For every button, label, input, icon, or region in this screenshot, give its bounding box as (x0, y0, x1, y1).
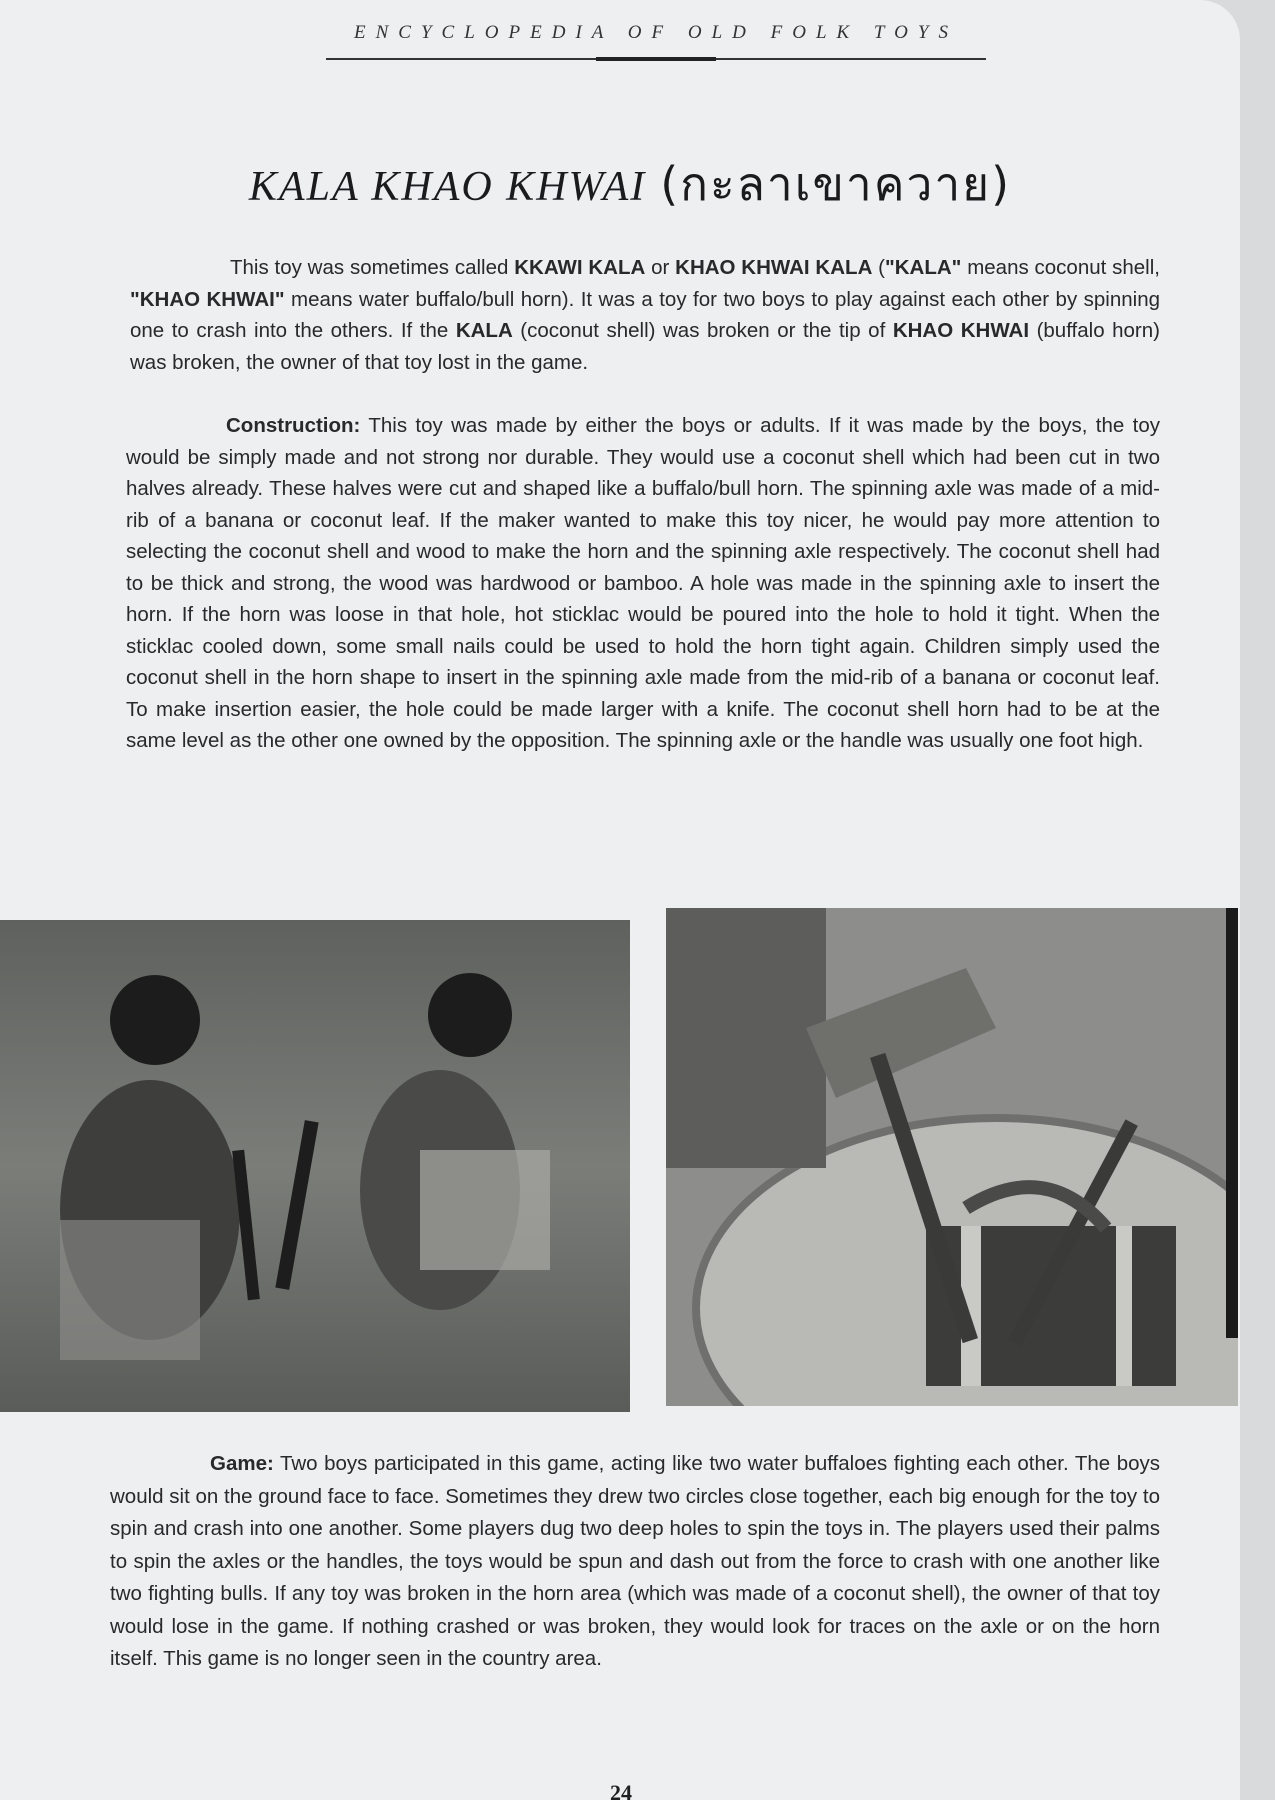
intro-term: KHAO KHWAI KALA (675, 256, 873, 279)
game-label: Game: (210, 1452, 274, 1475)
intro-text: This toy was sometimes called (230, 256, 515, 279)
page-number: 24 (610, 1780, 632, 1800)
intro-term: "KALA" (885, 256, 962, 279)
header-rule (326, 58, 986, 60)
photo-boys-playing-image (0, 920, 630, 1412)
photo-boys-playing (0, 920, 630, 1412)
intro-text: ( (872, 256, 886, 279)
intro-term: KHAO KHWAI (892, 319, 1030, 342)
intro-text: means water buffalo/bull horn). It was a toy for two boys to play against each other by spinning one to crash into the others. If the (130, 287, 1160, 342)
photo-hands-spinning-toys (666, 908, 1238, 1406)
game-paragraph (110, 1448, 1160, 1676)
header-rule-accent (596, 57, 716, 61)
intro-paragraph (130, 252, 1160, 378)
intro-text: means coconut shell, (961, 256, 1160, 279)
intro-term: KKAWI KALA (514, 256, 646, 279)
construction-text: This toy was made by either the boys or adults. If it was made by the boys, the toy would be simply made and not strong nor durable. They would use a coconut shell which had been cut in two halves already. These halves were cut and shaped like a buffalo/bull horn. The spinning axle was made of a mid-rib of a banana or coconut leaf. If the maker wanted to make this toy nicer, he would pay more attention to selecting the coconut shell and wood to make the horn and the spinning axle respectively. The coconut shell had to be thick and strong, the wood was hardwood or bamboo. A hole was made in the spinning axle to insert the horn. If the horn was loose in that hole, hot sticklac would be poured into the hole to hold it tight. When the sticklac cooled down, some small nails could be used to hold the horn tight again. Children simply used the coconut shell in the horn shape to insert in the spinning axle made from the mid-rib of a banana or coconut leaf. To make insertion easier, the hole could be made larger with a knife. The coconut shell horn had to be at the same level as the other one owned by the opposition. The spinning axle or the handle was usually one foot high. (126, 414, 1160, 752)
title-english: KALA KHAO KHWAI (248, 164, 647, 210)
game-text: Two boys participated in this game, acting like two water buffaloes fighting each other. The boys would sit on the ground face to face. Sometimes they drew two circles close together, each big enough for the toy to spin and crash into one another. Some players dug two deep holes to spin the toys in. The players used their palms to spin the axles or the handles, the toys would be spun and dash out from the force to crash with one another like two fighting bulls. If any toy was broken in the horn area (which was made of a coconut shell), the owner of that toy would lose in the game. If nothing crashed or was broken, they would look for traces on the axle or on the horn itself. This game is no longer seen in the country area. (110, 1452, 1160, 1670)
intro-term: "KHAO KHWAI" (130, 287, 285, 311)
intro-text: or (645, 256, 676, 279)
intro-text: (coconut shell) was broken or the tip of (512, 319, 893, 342)
intro-text: (buffalo horn) was broken, the owner of that toy lost in the game. (130, 319, 1160, 374)
page-title (130, 148, 1130, 221)
intro-term: KALA (455, 319, 513, 342)
running-header: ENCYCLOPEDIA OF OLD FOLK TOYS (354, 22, 958, 43)
construction-label: Construction: (226, 414, 361, 437)
construction-paragraph (126, 410, 1160, 757)
title-thai: (กะลาเขาควาย) (660, 157, 1012, 211)
photo-hands-spinning-toys-image (666, 908, 1238, 1406)
